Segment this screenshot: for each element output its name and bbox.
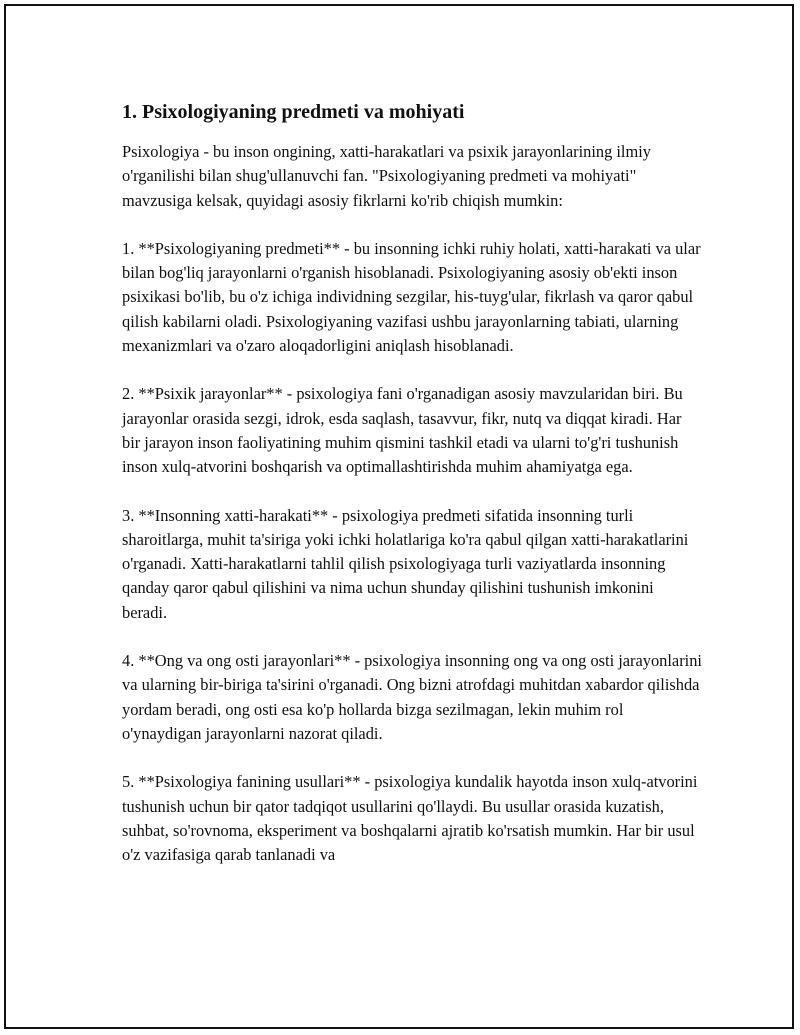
paragraph-1-subject: 1. **Psixologiyaning predmeti** - bu insonning ichki ruhiy holati, xatti-harakati va ular bilan bog'liq jarayonlarni o'rganish hisoblanadi. Psixologiyaning asosiy ob'ekti inson psixikasi bo'lib, bu o'z ichiga individning sezgilar, his-tuyg'ular, fikrlash va qaror qabul qilish kabilarni oladi. Psixologiyaning vazifasi ushbu jarayonlarning tabiati, ularning mexanizmlari va o'zaro aloqadorligini aniqlash hisoblanadi. — [122, 238, 701, 356]
paragraph-3-human-behavior: 3. **Insonning xatti-harakati** - psixologiya predmeti sifatida insonning turli sharoitlarga, muhit ta'siriga yoki ichki holatlariga ko'ra qabul qilgan xatti-harakatlarini o'rganadi. Xatti-harakatlarni tahlil qilish psixologiyaga turli vaziyatlarda insonning qanday qaror qabul qilishini va nima uchun shunday qilishini tushunish imkonini beradi. — [122, 505, 689, 622]
document-body — [122, 98, 702, 891]
intro-paragraph: Psixologiya - bu inson ongining, xatti-harakatlari va psixik jarayonlarining ilmiy o'rganilishi bilan shug'ullanuvchi fan. "Psixologiyaning predmeti va mohiyati" mavzusiga kelsak, quyidagi asosiy fikrlarni ko'rib chiqish mumkin: — [122, 142, 651, 210]
paragraph-2-psychic-processes: 2. **Psixik jarayonlar** - psixologiya fani o'rganadigan asosiy mavzularidan biri. Bu jarayonlar orasida sezgi, idrok, esda saqlash, tasavvur, fikr, nutq va diqqat kiradi. Har bir jarayon inson faoliyatining muhim qismini tashkil etadi va ularni to'g'ri tushunish inson xulq-atvorini boshqarish va optimallashtirishda muhim ahamiyatga ega. — [122, 384, 683, 477]
document-page — [4, 4, 794, 1029]
paragraph-4-consciousness: 4. **Ong va ong osti jarayonlari** - psixologiya insonning ong va ong osti jarayonlarini va ularning bir-biriga ta'sirini o'rganadi. Ong bizni atrofdagi muhitdan xabardor qilishda yordam beradi, ong osti esa ko'p hollarda bizga sezilmagan, lekin muhim rol o'ynaydigan jarayonlarni nazorat qiladi. — [122, 651, 702, 743]
paragraph-5-methods: 5. **Psixologiya fanining usullari** - psixologiya kundalik hayotda inson xulq-atvorini tushunish uchun bir qator tadqiqot usullarini qo'llaydi. Bu usullar orasida kuzatish, suhbat, so'rovnoma, eksperiment va boshqalarni ajratib ko'rsatish mumkin. Har bir usul o'z vazifasiga qarab tanlanadi va — [122, 772, 698, 865]
page-title: 1. Psixologiyaning predmeti va mohiyati — [122, 101, 465, 123]
